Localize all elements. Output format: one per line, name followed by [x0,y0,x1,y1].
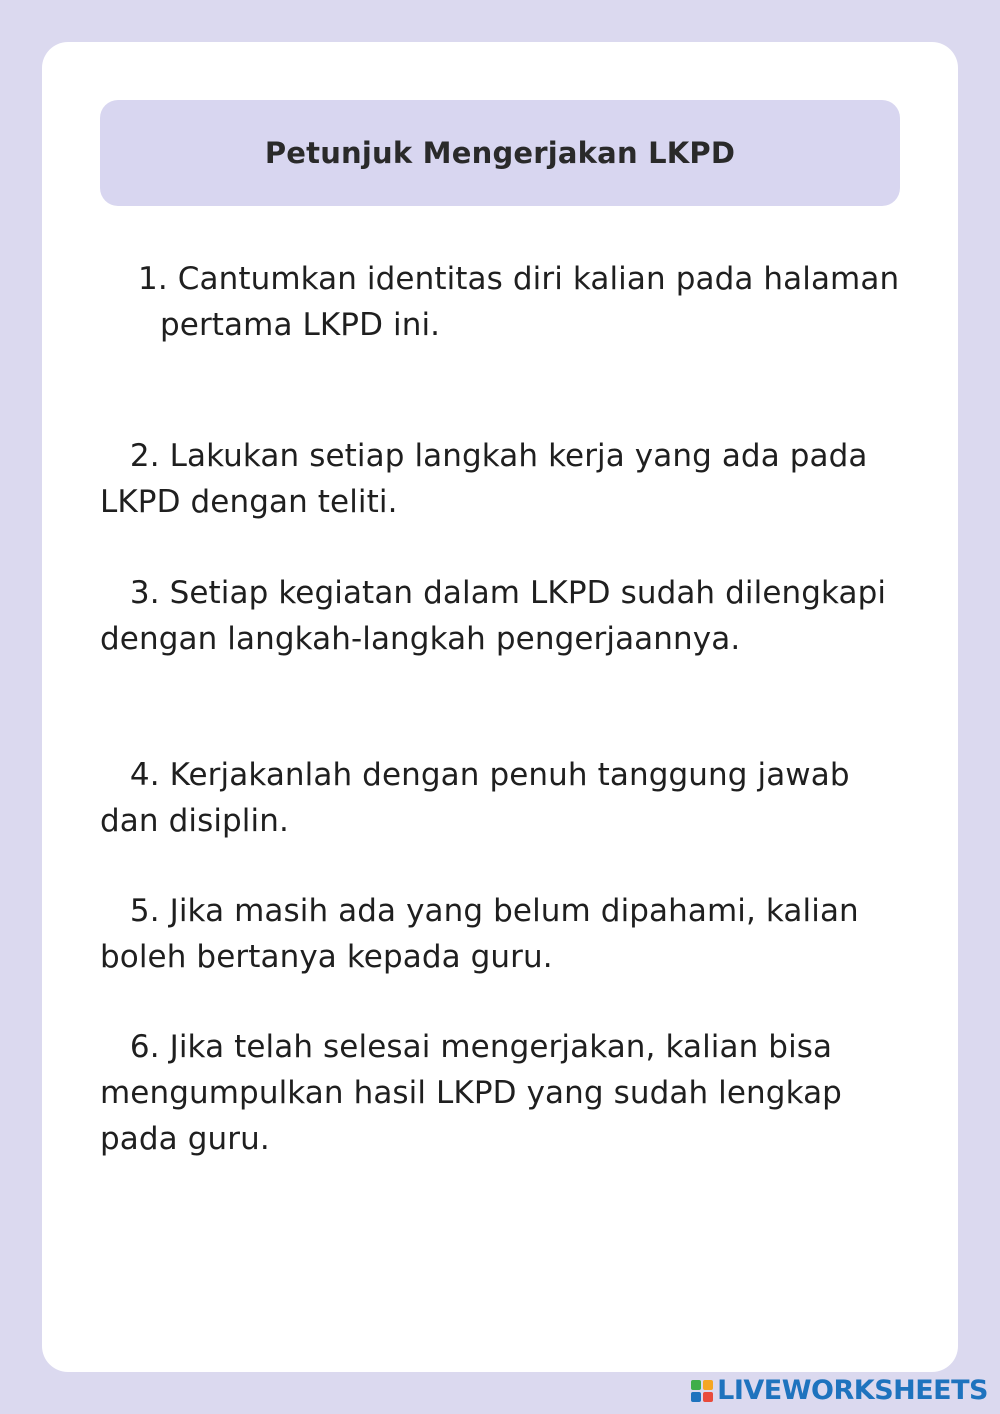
liveworksheets-logo-icon [691,1380,713,1402]
worksheet-card [42,42,958,1372]
watermark-text: LIVEWORKSHEETS [717,1375,988,1406]
instruction-item-1: 1. Cantumkan identitas diri kalian pada halaman pertama LKPD ini. [138,261,910,343]
instruction-item-4: 4. Kerjakanlah dengan penuh tanggung jawab dan disiplin. [100,757,860,839]
page-title: Petunjuk Mengerjakan LKPD [264,136,736,170]
instruction-item-3: 3. Setiap kegiatan dalam LKPD sudah dilengkapi dengan langkah-langkah pengerjaannya. [100,575,897,657]
instruction-item-6: 6. Jika telah selesai mengerjakan, kalian bisa mengumpulkan hasil LKPD yang sudah lengkap pada guru. [100,1029,852,1157]
instruction-item-2: 2. Lakukan setiap langkah kerja yang ada pada LKPD dengan teliti. [100,438,878,520]
liveworksheets-logo [691,1375,988,1406]
instruction-item-5: 5. Jika masih ada yang belum dipahami, kalian boleh bertanya kepada guru. [100,893,869,975]
title-banner [100,100,900,206]
